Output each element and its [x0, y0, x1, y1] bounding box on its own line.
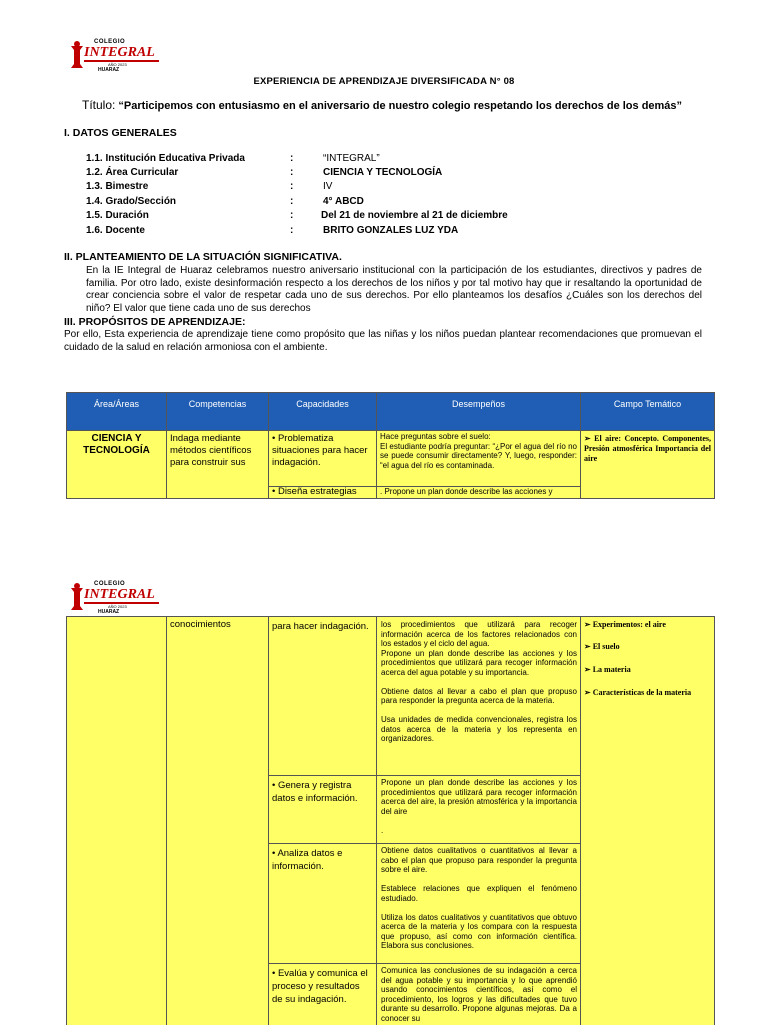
- competencias-table-continued: [66, 616, 715, 1025]
- header-area: Área/Áreas: [67, 393, 167, 431]
- logo-text-integral: INTEGRAL: [84, 45, 159, 62]
- table-header-row: [67, 393, 715, 431]
- cell-campo-tematico: ➢ El aire: Concepto. Componentes, Presión atmosférica Importancia del aire: [581, 431, 715, 499]
- table-row: [67, 431, 715, 487]
- propositos-text: Por ello, Esta experiencia de aprendizaje tiene como propósito que las niñas y los niños puedan plantear recomendaciones que promuevan el cuidado de la salud en relación armoniosa con el ambiente.: [64, 329, 702, 353]
- cell-capacidad: • Genera y registra datos e información.: [272, 780, 358, 804]
- datos-colon: :: [290, 210, 294, 221]
- cell-desempeno: Comunica las conclusiones de su indagación a cerca del agua potable y su importancia y lo que aprendió usando conocimientos científicos, así como el procedimiento, los logros y las dificultades que tuvo durante su desarrollo. Propone algunas mejoras. Da a conocer su: [381, 966, 577, 1023]
- datos-key: 1.6. Docente: [86, 225, 145, 236]
- school-logo: [68, 580, 154, 614]
- cell-capacidad: • Analiza datos e información.: [272, 848, 343, 872]
- datos-key: 1.2. Área Curricular: [86, 167, 179, 178]
- cell-desempeno: Obtiene datos cualitativos o cuantitativos al llevar a cabo el plan que propuso para responder la pregunta sobre el aire. Establece relaciones que expliquen el fenómeno estudiado. Utiliza los datos cualitativos y cuantitativos que obtuvo acerca de la materia y los compara con la respuesta que propuso, así como con información científica. Elabora sus conclusiones.: [381, 846, 577, 950]
- datos-value: IV: [323, 181, 333, 192]
- logo-text-city: HUARAZ: [98, 67, 120, 73]
- campo-item: ➢ La materia: [584, 665, 631, 674]
- campo-item: ➢ Características de la materia: [584, 688, 692, 697]
- competencias-table: [66, 392, 715, 499]
- cell-desempeno: . Propone un plan donde describe las acciones y: [377, 487, 581, 499]
- cell-competencia: Indaga mediante métodos científicos para construir sus: [167, 431, 269, 499]
- subtitle-text: “Participemos con entusiasmo en el aniversario de nuestro colegio respetando los derechos de los demás”: [118, 100, 683, 112]
- header-competencias: Competencias: [167, 393, 269, 431]
- logo-text-year: AÑO 2023: [108, 604, 127, 609]
- datos-colon: :: [290, 153, 294, 164]
- subtitle-label: Título:: [82, 98, 116, 112]
- cell-capacidad: para hacer indagación.: [272, 621, 369, 632]
- cell-competencia: conocimientos: [170, 619, 231, 630]
- datos-colon: :: [290, 181, 294, 192]
- datos-key: 1.4. Grado/Sección: [86, 196, 177, 207]
- section-propositos: III. PROPÓSITOS DE APRENDIZAJE:: [64, 316, 246, 328]
- header-desempenos: Desempeños: [377, 393, 581, 431]
- datos-key: 1.1. Institución Educativa Privada: [86, 153, 245, 164]
- datos-value: Del 21 de noviembre al 21 de diciembre: [321, 210, 508, 221]
- section-planteamiento: II. PLANTEAMIENTO DE LA SITUACIÓN SIGNIFICATIVA.: [64, 251, 342, 263]
- cell-capacidad: • Diseña estrategias: [269, 487, 377, 499]
- logo-text-city: HUARAZ: [98, 609, 120, 615]
- document-subtitle: [82, 98, 682, 112]
- school-logo: [68, 38, 154, 72]
- planteamiento-text: En la IE Integral de Huaraz celebramos nuestro aniversario institucional con la participación de los estudiantes, directivos y padres de familia. Por otro lado, existe desinformación respecto a los derechos de los niños y por tal motivo hay que ir resaltando la oportunidad de crear conciencia sobre el valor de respetar cada uno de sus derechos. Por ello planteamos los desafíos ¿Cuáles son los derechos del niño? El valor que tiene cada uno de sus derechos: [86, 265, 702, 314]
- datos-value: 4° ABCD: [323, 196, 364, 207]
- document-title: EXPERIENCIA DE APRENDIZAJE DIVERSIFICADA N° 08: [253, 76, 515, 87]
- datos-colon: :: [290, 167, 294, 178]
- logo-text-year: AÑO 2023: [108, 62, 127, 67]
- datos-value: CIENCIA Y TECNOLOGÍA: [323, 167, 443, 178]
- datos-colon: :: [290, 225, 294, 236]
- header-capacidades: Capacidades: [269, 393, 377, 431]
- datos-key: 1.3. Bimestre: [86, 181, 149, 192]
- logo-text-colegio: COLEGIO: [94, 581, 126, 587]
- cell-capacidad: • Problematiza situaciones para hacer indagación.: [269, 431, 377, 487]
- campo-item: ➢ El suelo: [584, 642, 620, 651]
- header-campo-tematico: Campo Temático: [581, 393, 715, 431]
- logo-text-colegio: COLEGIO: [94, 39, 126, 45]
- cell-capacidad: • Evalúa y comunica el proceso y resultados de su indagación.: [272, 968, 368, 1005]
- datos-value: BRITO GONZALES LUZ YDA: [323, 225, 459, 236]
- cell-desempeno: Propone un plan donde describe las acciones y los procedimientos que utilizará para recoger información acerca del aire, la presión atmosférica y la importancia del aire .: [381, 778, 577, 835]
- datos-colon: :: [290, 196, 294, 207]
- cell-desempeno: los procedimientos que utilizará para recoger información acerca de los factores relacionados con los estados y el ciclo del agua. Propone un plan donde describe las acciones y los procedimientos que utilizará para recoger información acerca del agua potable y su importancia. Obtiene datos al llevar a cabo el plan que propuso para responder la pregunta acerca de la materia. Usa unidades de medida convencionales, registra los datos acerca de la materia y los representa en organizadores.: [381, 620, 577, 743]
- logo-text-integral: INTEGRAL: [84, 587, 159, 604]
- section-datos-generales: I. DATOS GENERALES: [64, 127, 177, 139]
- cell-area: CIENCIA Y TECNOLOGÍA: [67, 431, 167, 499]
- cell-desempeno: Hace preguntas sobre el suelo: El estudiante podría preguntar: “¿Por el agua del río no se puede consumir directamente? Y, luego, responder: “el agua del río es contaminada.: [377, 431, 581, 487]
- datos-key: 1.5. Duración: [86, 210, 149, 221]
- datos-value: “INTEGRAL”: [323, 153, 380, 164]
- campo-item: ➢ Experimentos: el aire: [584, 620, 666, 629]
